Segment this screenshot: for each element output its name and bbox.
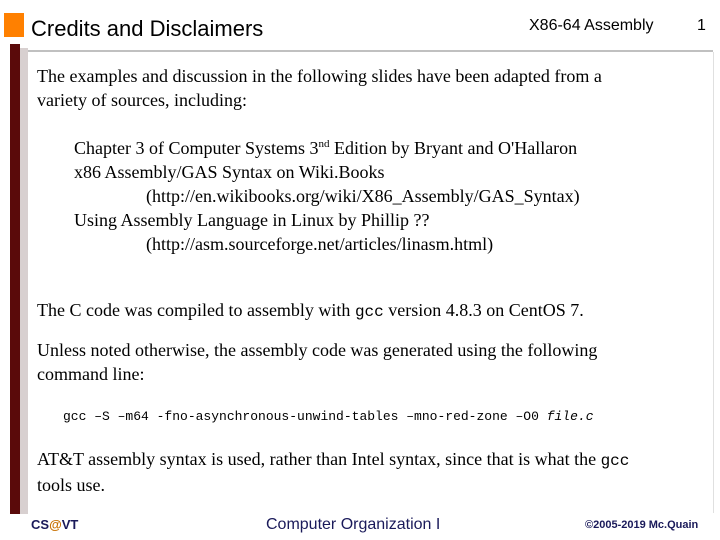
syntax-line-1: [37, 447, 629, 473]
compiled-text-end: version 4.8.3 on CentOS 7.: [383, 300, 584, 320]
command-text: gcc –S –m64 -fno-asynchronous-unwind-tables –mno-red-zone –O0: [63, 409, 547, 424]
content-panel: [28, 52, 714, 513]
command-line: [63, 409, 594, 424]
left-accent-bar: [10, 44, 20, 514]
syntax-text: AT&T assembly syntax is used, rather than Intel syntax, since that is what the: [37, 449, 601, 469]
footer-course-name: Computer Organization I: [266, 516, 441, 533]
footer-vt: VT: [61, 517, 79, 532]
left-accent-bar-light: [20, 48, 28, 514]
intro-line-2: variety of sources, including:: [37, 90, 247, 110]
syntax-line-2: tools use.: [37, 475, 106, 495]
course-topic: X86-64 Assembly: [529, 17, 654, 34]
syntax-gcc-code: gcc: [600, 452, 630, 470]
generated-line-2: command line:: [37, 364, 145, 384]
footer-institution: [31, 517, 78, 532]
source-1-text-end: Edition by Bryant and O'Hallaron: [329, 138, 578, 158]
footer-at: @: [49, 517, 62, 532]
footer-copyright: ©2005-2019 Mc.Quain: [585, 519, 699, 531]
compiled-statement: [37, 298, 584, 324]
page-number: 1: [697, 17, 706, 34]
command-file: file.c: [546, 409, 594, 424]
source-2: x86 Assembly/GAS Syntax on Wiki.Books: [74, 162, 385, 182]
source-1-text: Chapter 3 of Computer Systems 3: [74, 138, 319, 158]
slide-title: Credits and Disclaimers: [31, 16, 264, 41]
compiled-text: The C code was compiled to assembly with: [37, 300, 355, 320]
generated-line-1: Unless noted otherwise, the assembly code was generated using the following: [37, 340, 598, 360]
title-accent-square: [4, 13, 24, 37]
compiled-gcc-code: gcc: [354, 303, 384, 321]
intro-line-1: The examples and discussion in the following slides have been adapted from a: [37, 66, 602, 86]
source-1: [74, 136, 577, 160]
source-1-superscript: nd: [318, 138, 330, 150]
source-3-url: (http://asm.sourceforge.net/articles/linasm.html): [146, 234, 494, 254]
source-3: Using Assembly Language in Linux by Phillip ??: [74, 210, 430, 230]
source-2-url: (http://en.wikibooks.org/wiki/X86_Assembly/GAS_Syntax): [146, 186, 580, 206]
footer-cs: CS: [31, 517, 50, 532]
